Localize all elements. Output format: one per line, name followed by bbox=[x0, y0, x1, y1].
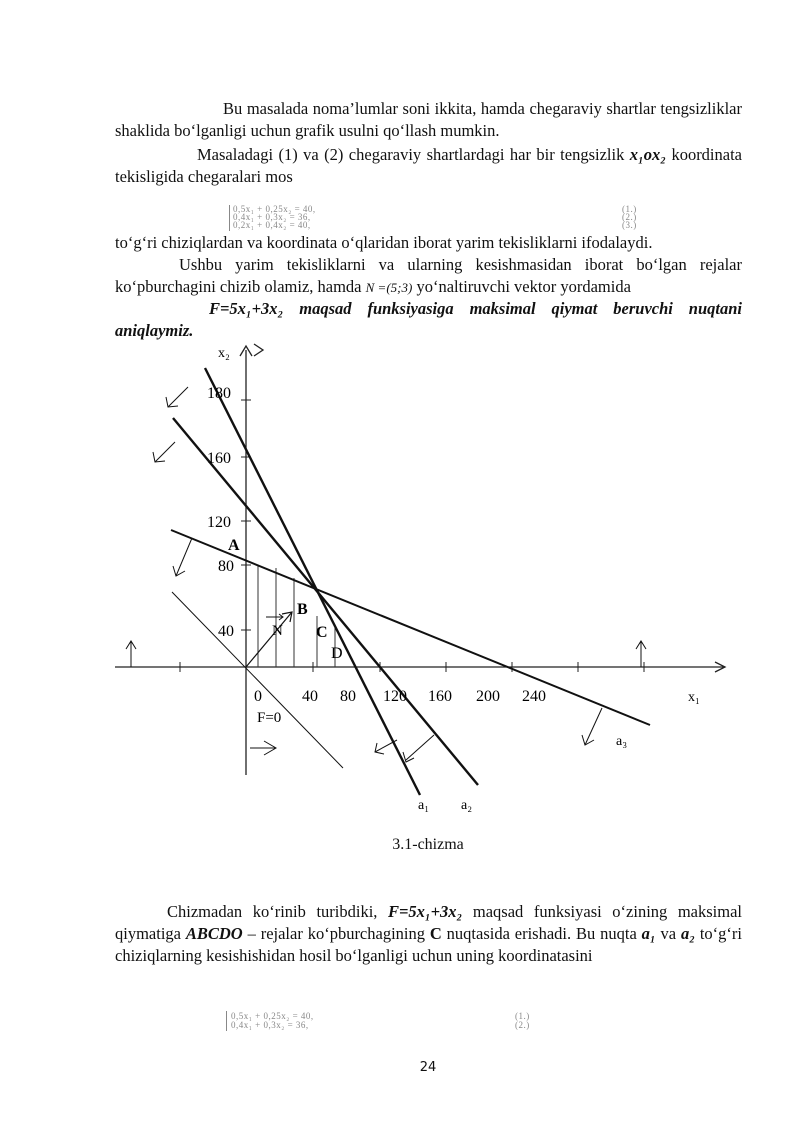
point-c-label: C bbox=[316, 624, 328, 641]
halfplane-arrow-a1-low bbox=[375, 740, 397, 752]
point-c-ref: C bbox=[429, 924, 442, 943]
line-a3 bbox=[171, 530, 650, 725]
line-a2 bbox=[173, 418, 478, 785]
x-tick-label-0: 0 bbox=[254, 688, 262, 705]
x-tick-label-160: 160 bbox=[428, 688, 452, 705]
system1-line-1: 0,5x₁ + 0,25x₂ = 40, bbox=[233, 204, 316, 214]
paragraph-halfplanes: to‘g‘ri chiziqlardan va koordinata o‘qlaridan iborat yarim tekisliklarni ifodalaydi. bbox=[115, 233, 653, 252]
halfplane-arrow-a2-low-head bbox=[403, 752, 414, 762]
paragraph-conclusion: Chizmadan ko‘rinib turibdiki, F=5x₁+3x₂ maqsad funksiyasi o‘zining maksimal qiymatiga ABCDO – rejalar ko‘pburchagining C nuqtasida erishadi. Bu nuqta a₁ va a₂ to‘g‘ri chiziqlarning kesishishidan hosil bo‘lganligi uchun uning koordinatasini bbox=[115, 902, 743, 965]
x-tick-label-200: 200 bbox=[476, 688, 500, 705]
line-a2-label: a₂ bbox=[461, 798, 473, 813]
paragraph-objective: F=5x₁+3x₂ maqsad funksiyasiga maksimal qiymat beruvchi nuqtani aniqlaymiz. bbox=[115, 299, 742, 340]
halfplane-arrow-a3-low-head bbox=[582, 735, 594, 745]
halfplane-arrow-a2 bbox=[155, 442, 175, 462]
vector-n bbox=[246, 612, 292, 667]
objective-function-2: F=5x₁+3x₂ bbox=[388, 902, 463, 921]
x-tick-label-120: 120 bbox=[383, 688, 407, 705]
vector-n-label: N bbox=[272, 623, 283, 639]
direction-vector: N =(5;3) bbox=[365, 280, 413, 295]
system1-num-1: (1.) bbox=[622, 204, 637, 214]
y-tick-label-180: 180 bbox=[207, 385, 231, 402]
system2-brace bbox=[226, 1011, 227, 1031]
point-a-label: A bbox=[228, 537, 240, 554]
system2-line-2: 0,4x₁ + 0,3x₂ = 36, bbox=[231, 1020, 309, 1030]
f-zero-label: F=0 bbox=[257, 710, 282, 726]
system1-line-2: 0,4x₁ + 0,3x₂ = 36, bbox=[233, 212, 311, 222]
objective-function: F=5x₁+3x₂ bbox=[209, 299, 284, 318]
halfplane-arrow-a2-low bbox=[406, 735, 434, 760]
y-tick-label-80: 80 bbox=[218, 558, 234, 575]
halfplane-arrow-a3 bbox=[176, 538, 192, 576]
system2-line-1: 0,5x₁ + 0,25x₂ = 40, bbox=[231, 1011, 314, 1021]
line-a1-ref: a₁ bbox=[641, 924, 656, 943]
polygon-name: ABCDO bbox=[185, 924, 243, 943]
paragraph-constraints: Masaladagi (1) va (2) chegaraviy shartlardagi har bir tengsizlik x₁ox₂ koordinata tekisligida chegaralari mos bbox=[115, 145, 743, 186]
line-a1 bbox=[205, 368, 420, 795]
halfplane-arrow-a1-low-head bbox=[375, 743, 384, 754]
x-tick-label-40: 40 bbox=[302, 688, 318, 705]
y-tick-label-40: 40 bbox=[218, 623, 234, 640]
axis-x-label: x₁ bbox=[688, 690, 700, 705]
halfplane-arrow-a1 bbox=[168, 387, 188, 407]
axis-y-label: x₂ bbox=[218, 346, 230, 361]
page-number: 24 bbox=[419, 1060, 437, 1075]
system1-line-3: 0,2x₁ + 0,4x₂ = 40, bbox=[233, 220, 311, 230]
point-b-label: B bbox=[297, 601, 308, 618]
system1-num-3: (3.) bbox=[622, 220, 637, 230]
point-d-label: D bbox=[331, 645, 343, 662]
x-tick-label-80: 80 bbox=[340, 688, 356, 705]
figure-caption: 3.1-chizma bbox=[392, 836, 464, 853]
system1-brace bbox=[229, 205, 230, 231]
graph-figure bbox=[0, 335, 800, 835]
y-axis-arrow-right bbox=[254, 344, 263, 356]
paragraph-polygon: Ushbu yarim tekisliklarni va ularning kesishmasidan iborat bo‘lgan rejalar ko‘pburchagini chizib olamiz, hamda N =(5;3) yo‘naltiruvchi vektor yordamida bbox=[115, 255, 742, 296]
line-a1-label: a₁ bbox=[418, 798, 430, 813]
system2-num-1: (1.) bbox=[515, 1011, 530, 1021]
halfplane-arrow-a3-head bbox=[173, 566, 185, 576]
x-tick-label-240: 240 bbox=[522, 688, 546, 705]
y-tick-label-160: 160 bbox=[207, 450, 231, 467]
plane-variable: x₁ox₂ bbox=[629, 145, 667, 164]
y-tick-label-120: 120 bbox=[207, 514, 231, 531]
line-a2-ref: a₂ bbox=[680, 924, 695, 943]
system1-num-2: (2.) bbox=[622, 212, 637, 222]
halfplane-arrow-a3-low bbox=[585, 708, 602, 745]
system2-num-2: (2.) bbox=[515, 1020, 530, 1030]
line-a3-label: a₃ bbox=[616, 734, 628, 749]
paragraph-intro: Bu masalada noma’lumlar soni ikkita, hamda chegaraviy shartlar tengsizliklar shaklida bo‘lganligi uchun grafik usulni qo‘llash mumkin. bbox=[115, 99, 742, 140]
